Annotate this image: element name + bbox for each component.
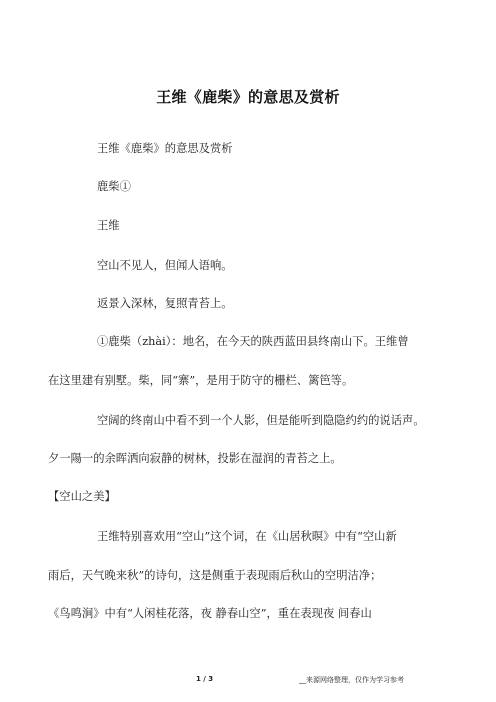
paragraph-line: 《鸟鸣涧》中有“人闲桂花落，夜 静春山空”，重在表现夜 间春山 [48,607,372,620]
paragraph-line: 返景入深林，复照青苔上。 [97,297,233,310]
paragraph-line: 空阔的终南山中看不到一个人影，但是能听到隐隐约约的说话声。 [97,414,425,427]
footer-note: __来源网络整理，仅作为学习参考 [299,676,404,684]
paragraph-line: 鹿柴① [97,180,131,193]
paragraph-line: 雨后，天气晚来秋”的诗句，这是侧重于表现雨后秋山的空明洁净； [48,569,382,582]
document-title: 王维《鹿柴》的意思及赏析 [156,88,340,106]
paragraph-line: 王维《鹿柴》的意思及赏析 [97,142,233,155]
section-heading: 【空山之美】 [48,490,116,503]
paragraph-line: 夕一陽一的余晖洒向寂静的树林，投影在湿润的青苔之上。 [48,452,342,465]
page-number: 1 / 3 [196,675,214,683]
paragraph-line: 在这里建有别墅。柴，同“寨”，是用于防守的栅栏、篱笆等。 [48,374,354,387]
paragraph-line: 空山不见人，但闻人语响。 [97,259,233,272]
paragraph-line: ①鹿柴（zhài）：地名，在今天的陕西蓝田县终南山下。王维曾 [97,335,409,348]
paragraph-line: 王维 [97,219,120,232]
paragraph-line: 王维特别喜欢用“空山”这个词，在《山居秋暝》中有“空山新 [97,530,397,543]
